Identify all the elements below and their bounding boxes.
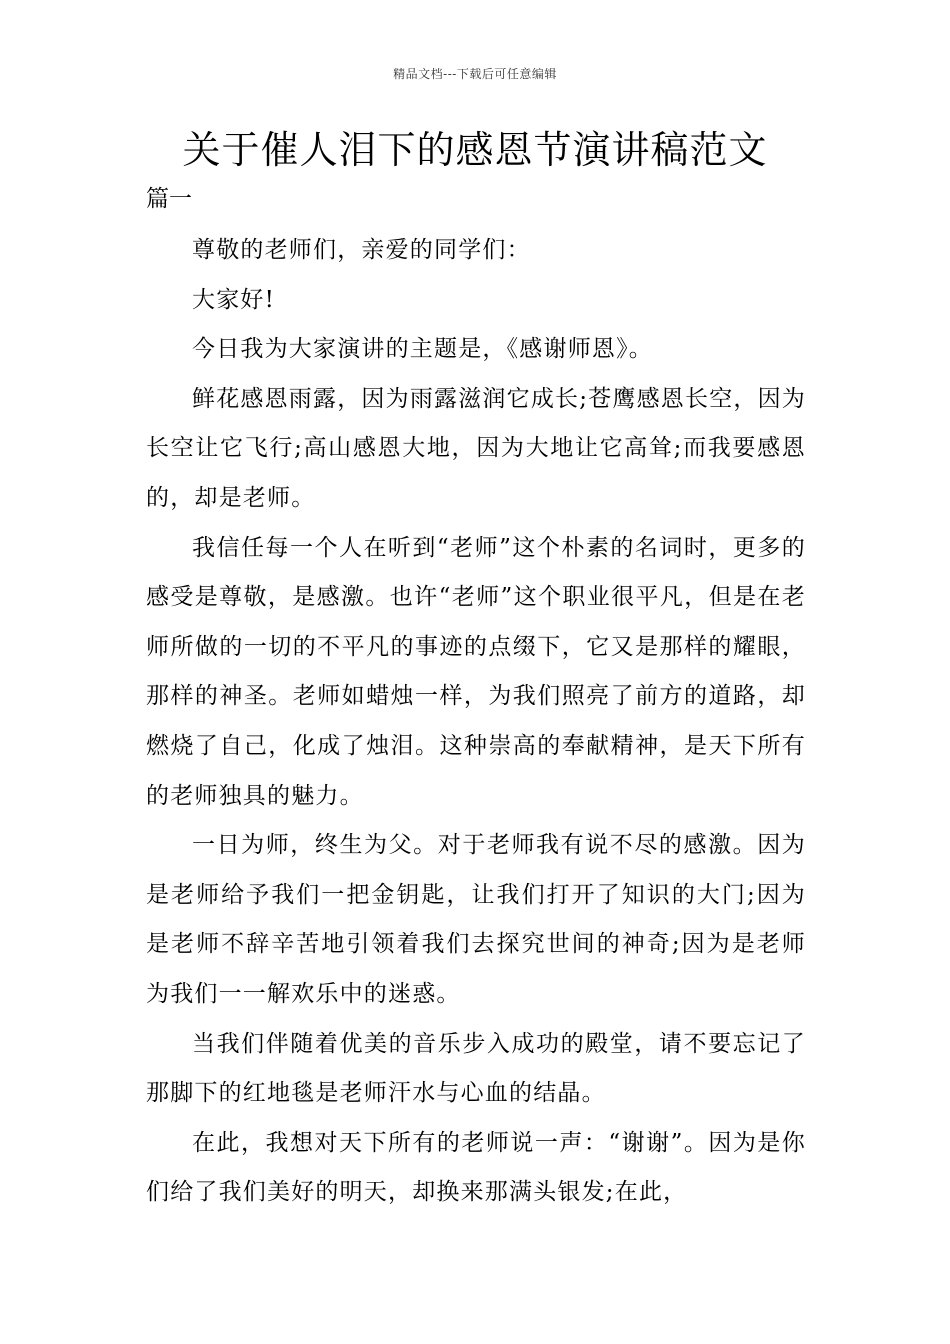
paragraph-greeting: 尊敬的老师们，亲爱的同学们： — [192, 237, 531, 263]
paragraph-thanks: 在此，我想对天下所有的老师说一声：“谢谢”。因为是你们给了我们美好的明天，却换来那满头银发;在此， — [146, 1129, 806, 1206]
paragraph-hello: 大家好! — [192, 286, 276, 313]
document-title: 关于催人泪下的感恩节演讲稿范文 — [182, 128, 768, 172]
paragraph-teacher-respect: 我信任每一个人在听到“老师”这个朴素的名词时，更多的感受是尊敬，是感激。也许“老师”这个职业很平凡，但是在老师所做的一切的不平凡的事迹的点缀下，它又是那样的耀眼，那样的神圣。老师如蜡烛一样，为我们照亮了前方的道路，却燃烧了自己，化成了烛泪。这种崇高的奉献精神，是天下所有的老师独具的魅力。 — [146, 534, 806, 809]
paragraph-teacher-guidance: 一日为师，终生为父。对于老师我有说不尽的感激。因为是老师给予我们一把金钥匙，让我们打开了知识的大门;因为是老师不辞辛苦地引领着我们去探究世间的神奇;因为是老师为我们一一解欢乐中的迷惑。 — [146, 832, 806, 1007]
document-body — [146, 226, 806, 1218]
header-note: 精品文档---下载后可任意编辑 — [393, 67, 557, 81]
section-label: 篇一 — [146, 186, 192, 212]
paragraph-success: 当我们伴随着优美的音乐步入成功的殿堂，请不要忘记了那脚下的红地毯是老师汗水与心血的结晶。 — [146, 1030, 806, 1107]
paragraph-topic: 今日我为大家演讲的主题是，《感谢师恩》。 — [192, 336, 653, 363]
paragraph-gratitude: 鲜花感恩雨露，因为雨露滋润它成长;苍鹰感恩长空，因为长空让它飞行;高山感恩大地，因为大地让它高耸;而我要感恩的，却是老师。 — [146, 385, 806, 511]
